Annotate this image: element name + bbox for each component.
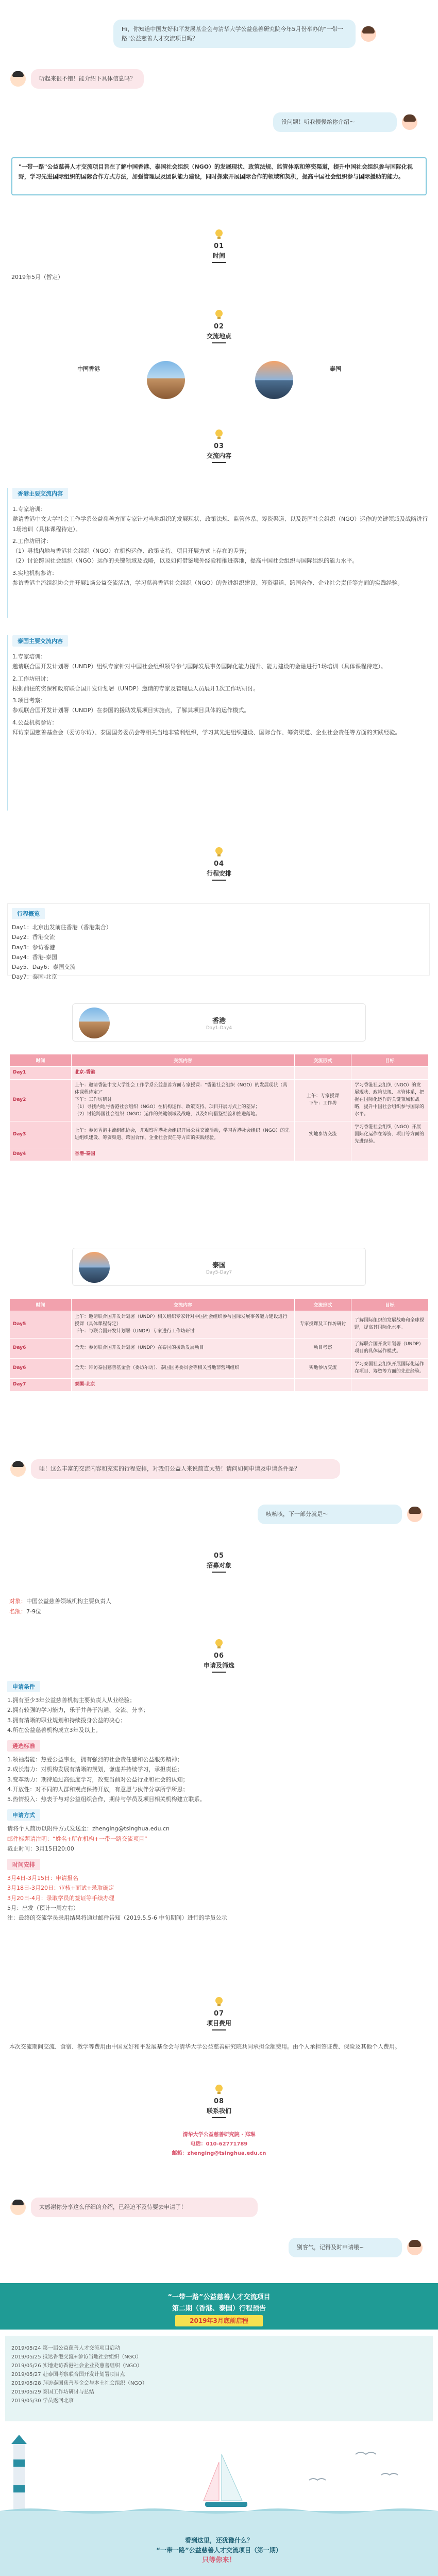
table-cell-form: 专家授课及工作坊研讨 xyxy=(295,1311,351,1339)
table-row xyxy=(10,1358,429,1378)
th-content-list xyxy=(12,652,430,737)
selection-criteria-item: 3.变革动力：期待通过高强度学习，改变当前对公益行业和社会的认知； xyxy=(7,1776,189,1783)
boy-avatar xyxy=(10,2200,26,2215)
schedule-item: Day3：参访香港 xyxy=(12,944,55,951)
section-contact-header xyxy=(0,2083,438,2118)
th-city-name: 泰国 xyxy=(212,1262,226,1269)
apply-method-item: 请将个人简历以附件方式发送至：zhenging@tsinghua.edu.cn xyxy=(7,1825,170,1832)
past-schedule-item: 2019/05/28 拜访泰国慈善基金会与本土社会组织（NGO） xyxy=(11,2381,147,2386)
selection-criteria-item: 4.开放性：对不同的人群和观点保持开放，有意愿与伙伴分享所学所思； xyxy=(7,1786,189,1793)
project-summary-text: "一带一路"公益慈善人才交流项目旨在了解中国香港、泰国社会组织（NGO）的发展现状、政策法规、监管体系和筹资渠道，提升中国社会组织参与国际化视野，学习先进国际组织的国际合作方式方法，加强管理层及团队能力建设，同时探索开展国际合作的领域和契机，提高中国社会组织参与国际援助的能力。 xyxy=(19,163,413,180)
section-schedule-header xyxy=(0,846,438,881)
section-divider xyxy=(212,342,226,343)
chat-bubble-question: 咳咳咳，下一部分就是～ xyxy=(258,1505,402,1524)
th-content-item: 根据前往的资深和政府联合国开发计划署（UNDP）邀请的专家及管理层人员展开1次工作坊研讨。 xyxy=(12,685,259,692)
timeline-item: 注：最终的交流学员录用结果将通过邮件告知（2019.5.5-6 中旬期间）进行的学员公示 xyxy=(7,1914,227,1921)
table-cell-day: Day7 xyxy=(10,1378,72,1391)
fee-text: 本次交流期间交流、食宿、教学等费用由中国友好和平发展基金会与清华大学公益慈善研究院共同承担全额费用。由个人承担签证费、保险及其他个人费用。 xyxy=(9,2043,400,2050)
hk-city-days: Day1-Day4 xyxy=(206,1026,232,1031)
table-cell-content: 上午：参访香港主流组织协会，并观察香港社会组织开展公益交流活动，学习香港社会组织（NGO）的先进组织建设、筹资渠道、跨国合作、企业社会责任等方面的实践经验。 xyxy=(72,1121,295,1148)
section-divider xyxy=(212,2117,226,2118)
hk-content-item: 3.实地机构参访： xyxy=(12,569,58,576)
th-content-item: 3.项目考察： xyxy=(12,697,46,704)
table-cell-content: 上午：邀请香港中文大学社会工作学系公益慈善方面专家授课：“香港社会组织（NGO）的发展现状（具体课程待定）” 下午：工作坊研讨 （1）寻找内地与香港社会组织（NGO）在机构运作、政策支持、项目开展方式上的差异； （2）讨论跨国社会组织（NGO）运作的关键领域及战略，以及如何借鉴经验和推进落地。 xyxy=(72,1079,295,1121)
schedule-item: Day4：香港-泰国 xyxy=(12,953,57,961)
table-cell-form xyxy=(295,1378,351,1391)
selection-criteria-tag: 遴选标准 xyxy=(7,1740,40,1752)
contact-tel: 电话：010-62771789 xyxy=(190,2141,248,2147)
table-header-row xyxy=(10,1299,429,1311)
chat-bubble-answer: 太感谢你分享这么仔细的介绍，已经迫不及待要去申请了！ xyxy=(31,2198,258,2217)
time-text: 2019年5月（暂定） xyxy=(11,274,63,280)
section-number: 07 xyxy=(213,2010,225,2018)
past-schedule-item: 2019/05/26 实地走访香港社会企业及慈善组织（NGO） xyxy=(11,2363,142,2369)
section-divider xyxy=(212,1672,226,1673)
table-cell-day: Day1 xyxy=(10,1067,72,1080)
apply-method-tag: 申请方式 xyxy=(7,1809,40,1821)
section-title: 联系我们 xyxy=(206,2107,231,2115)
table-cell-day: Day6 xyxy=(10,1358,72,1378)
banner-line-1: “一带一路”公益慈善人才交流项目 xyxy=(167,2293,271,2301)
table-cell-form: 实地参访交流 xyxy=(295,1358,351,1378)
past-schedule-item: 2019/05/30 学员返回北京 xyxy=(11,2398,74,2404)
chat-bubble-question: 没问题！听我慢慢给你介绍～ xyxy=(273,112,397,132)
chat-row-q2 xyxy=(273,112,417,132)
schedule-overview xyxy=(7,903,430,981)
table-cell-target: 学习香港社会组织（NGO）开展国际化运作在筹资、项目等方面的先进经验。 xyxy=(351,1121,429,1148)
past-schedule-item: 2019/05/27 赴泰国考察联合国开发计划署项目点 xyxy=(11,2372,125,2377)
table-cell-content: 全天：参访联合国开发计划署（UNDP）在泰国的援助发展项目 xyxy=(72,1338,295,1358)
table-cell-target: 了解联合国开发计划署（UNDP）项目的具体运作模式。 xyxy=(351,1338,429,1358)
lightbulb-icon xyxy=(213,308,225,321)
preview-banner xyxy=(0,2283,438,2330)
chat-row-q4 xyxy=(10,2198,258,2217)
table-cell-content: 香港-泰国 xyxy=(72,1148,295,1161)
apply-method-item: 邮件标题请注明：“姓名+所在机构+一带一路交流项目” xyxy=(7,1835,147,1842)
girl-avatar xyxy=(402,114,417,130)
selection-criteria-list xyxy=(7,1755,430,1804)
timeline-item: 3月4日-3月15日：申请报名 xyxy=(7,1875,78,1881)
selection-criteria-item: 2.成长潜力：对机构发展有清晰的规划，谦虚并持续学习，承担责任； xyxy=(7,1766,183,1773)
chat-bubble-question: Hi，你知道中国友好和平发展基金会与清华大学公益慈善研究院今年5月份举办的"一带一路"公益慈善人才交流项目吗？ xyxy=(113,20,356,48)
recruit-target-value: 中国公益慈善领域机构主要负责人 xyxy=(26,1598,111,1605)
table-cell-form: 项目考察 xyxy=(295,1338,351,1358)
footer-prompt-line-1: 看到这里，还犹豫什么？ xyxy=(184,2537,253,2544)
section-number: 03 xyxy=(213,442,225,450)
boy-avatar xyxy=(10,1461,26,1477)
schedule-item: Day1：北京出发前往香港（香港集合） xyxy=(12,924,112,931)
table-row xyxy=(10,1067,429,1080)
thailand-photo xyxy=(255,361,293,399)
selection-criteria-item: 5.热情投入：热衷于与对公益组织合作，期待与学员及项目相关机构建立联系。 xyxy=(7,1796,206,1803)
lightbulb-icon xyxy=(213,846,225,858)
past-schedule-item: 2019/05/24 第一届公益慈善人才交流项目启动 xyxy=(11,2346,120,2351)
lightbulb-icon xyxy=(213,2083,225,2095)
th-content-block xyxy=(7,635,430,811)
apply-condition-tag: 申请条件 xyxy=(7,1681,40,1692)
section-number: 06 xyxy=(213,1652,225,1660)
lightbulb-icon xyxy=(213,1995,225,2008)
chat-row-a3 xyxy=(258,1505,423,1524)
table-header: 交流内容 xyxy=(72,1054,295,1067)
table-header-row xyxy=(10,1054,429,1067)
chat-row-a1 xyxy=(10,69,144,89)
schedule-tag: 行程概览 xyxy=(12,908,45,919)
hongkong-photo xyxy=(147,361,185,399)
sailboat-icon xyxy=(222,2454,242,2501)
table-cell-content: 北京-香港 xyxy=(72,1067,295,1080)
table-row xyxy=(10,1148,429,1161)
timeline-item: 5月：出发（预计一周左右） xyxy=(7,1904,79,1911)
hk-content-block xyxy=(7,488,430,618)
footer-prompt-line-2: “一带一路”公益慈善人才交流项目（第一期） xyxy=(156,2547,282,2554)
table-cell-day: Day5 xyxy=(10,1311,72,1339)
table-cell-day: Day2 xyxy=(10,1079,72,1121)
th-content-tag: 泰国主要交流内容 xyxy=(12,635,68,647)
lightbulb-icon xyxy=(213,228,225,240)
banner-line-2: 第二期（香港、泰国）行程预告 xyxy=(172,2305,266,2313)
apply-condition-item: 1.拥有至少3年公益慈善机构主要负责人从业经验； xyxy=(7,1697,136,1704)
table-cell-day: Day6 xyxy=(10,1338,72,1358)
project-summary-box xyxy=(11,157,427,195)
table-row xyxy=(10,1121,429,1148)
hk-content-tag: 香港主要交流内容 xyxy=(12,488,68,499)
table-cell-content: 泰国-北京 xyxy=(72,1378,295,1391)
place-hongkong-label: 中国香港 xyxy=(77,366,100,372)
section-recruit-header xyxy=(0,1552,438,1573)
th-content-item: 邀请联合国开发计划署（UNDP）组织专家针对中国社会组织领导参与国际发展事务国际化能力提升、能力建设的金融进行1场培训（具体课程待定）。 xyxy=(12,663,386,670)
table-row xyxy=(10,1338,429,1358)
th-city-days: Day5-Day7 xyxy=(206,1270,232,1275)
schedule-list xyxy=(12,922,425,982)
table-cell-day: Day4 xyxy=(10,1148,72,1161)
table-cell-form xyxy=(295,1148,351,1161)
timeline-item: 3月18日-3月20日：审核+面试+录取确定 xyxy=(7,1885,114,1892)
hk-content-item: 2.工作坊研讨： xyxy=(12,537,52,544)
section-content-header xyxy=(0,428,438,463)
table-cell-content: 全天：拜访泰国慈善基金会（委访尔访）、泰国国务委员会等相关当地非营利组织 xyxy=(72,1358,295,1378)
footer-prompt xyxy=(0,2536,438,2566)
timeline-tag: 时间安排 xyxy=(7,1859,40,1870)
hk-itinerary-table xyxy=(9,1054,429,1161)
recruit-line-quota xyxy=(9,1607,41,1616)
hk-content-list xyxy=(12,504,430,588)
seagull-icon xyxy=(356,2452,376,2454)
table-cell-target: 学习泰国社会组织开展国际化运作在项目、筹资等方面的先进经验。 xyxy=(351,1358,429,1378)
table-cell-form: 实地参访交流 xyxy=(295,1121,351,1148)
th-itinerary-table xyxy=(9,1298,429,1392)
hk-city-name: 香港 xyxy=(212,1017,226,1025)
apply-block xyxy=(7,1681,430,1923)
past-schedule-item: 2019/05/25 抵达香港交流+参访当地社会组织（NGO） xyxy=(11,2354,142,2360)
section-fee-header xyxy=(0,1995,438,2030)
chat-bubble-question: 别客气，记得及时申请哦~ xyxy=(289,2238,402,2257)
apply-condition-item: 3.拥有清晰的职业规划和持续投身公益的决心； xyxy=(7,1716,126,1724)
section-divider xyxy=(212,262,226,263)
table-cell-day: Day3 xyxy=(10,1121,72,1148)
lightbulb-icon xyxy=(213,1638,225,1650)
girl-avatar xyxy=(361,26,376,42)
th-content-item: 1.专家培训： xyxy=(12,653,46,660)
table-cell-content: 上午：邀请联合国开发计划署（UNDP）相关组织专家针对中国社会组织参与国际发展事务能力建设进行授课（具体课程待定） 下午：与联合国开发计划署（UNDP）专家进行工作坊研讨 xyxy=(72,1311,295,1339)
table-cell-target: 了解国际组织的发展战略和全球视野，提高其国际化水平。 xyxy=(351,1311,429,1339)
th-content-item: 2.工作坊研讨： xyxy=(12,675,52,682)
chat-bubble-answer: 哇！这么丰富的交流内容和充实的行程安排，对我们公益人来说简直太赞！请问如何申请及申请条件是？ xyxy=(31,1459,340,1479)
banner-line-3: 2019年3月底前启程 xyxy=(175,2315,263,2326)
schedule-item: Day5、Day6：泰国交流 xyxy=(12,964,76,970)
hk-content-item: 参访香港主流组织协会并开展1场公益交流活动，学习慈善香港社会组织（NGO）的先进组织建设、筹资渠道、跨国合作、企业社会责任等方面的实践经验。 xyxy=(12,579,403,586)
table-cell-target xyxy=(351,1067,429,1080)
hk-city-card xyxy=(72,1003,366,1042)
girl-avatar xyxy=(407,2240,423,2255)
section-divider xyxy=(212,462,226,463)
th-city-card xyxy=(72,1248,366,1286)
hk-content-item: （1）寻找内地与香港社会组织（NGO）在机构运作、政策支持、项目开展方式上存在的差异； xyxy=(12,548,250,554)
boy-avatar xyxy=(10,71,26,87)
table-row xyxy=(10,1378,429,1391)
place-thailand-label: 泰国 xyxy=(330,366,341,372)
chat-row-q1 xyxy=(113,20,376,48)
past-schedule-item: 2019/05/29 泰国工作坊研讨与总结 xyxy=(11,2389,94,2395)
apply-method-item: 截止时间：3月15日20:00 xyxy=(7,1845,74,1852)
th-content-item: 4.公益机构参访： xyxy=(12,719,58,726)
schedule-item: Day2：香港交流 xyxy=(12,934,55,941)
recruit-quota-value: 7-9位 xyxy=(26,1608,41,1615)
section-title: 交流地点 xyxy=(206,333,231,340)
chat-row-q3 xyxy=(10,1459,340,1479)
apply-condition-list xyxy=(7,1695,430,1735)
th-content-item: 拜访泰国慈善基金会（委访尔访）、泰国国务委员会等相关当地非营利组织，学习其先进组织建设、国际合作、筹资渠道、企业社会责任等方面的实践经验。 xyxy=(12,729,401,736)
section-title: 交流内容 xyxy=(206,452,231,459)
footer-prompt-line-3: 只等你来！ xyxy=(202,2556,236,2565)
table-header: 目标 xyxy=(351,1299,429,1311)
table-row xyxy=(10,1311,429,1339)
hk-content-item: （2）讨论跨国社会组织（NGO）运作的关键领域及战略，以及如何借鉴境外经验和推进落地，提高中国社会组织与国际组织的能力水平。 xyxy=(12,557,358,565)
table-cell-form: 上午：专家授课 下午：工作坊 xyxy=(295,1079,351,1121)
chat-bubble-answer: 听起来很不错！能介绍下具体信息吗？ xyxy=(31,69,144,89)
apply-condition-item: 4.所在公益慈善机构成立3年及以上。 xyxy=(7,1726,102,1733)
table-header: 时间 xyxy=(10,1299,72,1311)
chat-row-a4 xyxy=(289,2238,423,2257)
seagull-icon xyxy=(381,2473,398,2475)
table-cell-form xyxy=(295,1067,351,1080)
section-place-header xyxy=(0,308,438,343)
table-cell-target xyxy=(351,1378,429,1391)
timeline-item: 3月20日-4月：录取学员的签证等手续办理 xyxy=(7,1894,114,1902)
table-header: 时间 xyxy=(10,1054,72,1067)
table-row xyxy=(10,1079,429,1121)
schedule-item: Day7：泰国-北京 xyxy=(12,973,57,981)
hk-content-item: 邀请香港中文大学社会工作学系公益慈善方面专家针对当地组织的发展现状、政策法规、监管体系、筹资渠道、以及跨国社会组织（NGO）运作的关键领域及战略进行1场培训（具体课程待定）。 xyxy=(12,516,428,533)
section-title: 时间 xyxy=(212,252,225,259)
recruit-quota-label: 名额： xyxy=(9,1608,26,1615)
recruit-line-target xyxy=(9,1596,111,1606)
past-schedule-list xyxy=(5,2336,433,2421)
girl-avatar xyxy=(407,1507,423,1522)
section-number: 08 xyxy=(213,2098,225,2105)
selection-criteria-item: 1.领袖潜能：热爱公益事业，拥有强烈的社会责任感和公益服务精神； xyxy=(7,1756,183,1763)
section-title: 招募对象 xyxy=(206,1562,231,1569)
section-time-header xyxy=(0,228,438,263)
hk-content-item: 1.专家培训： xyxy=(12,506,46,513)
section-number: 01 xyxy=(213,242,225,250)
contact-mail[interactable]: 邮箱：zhenging@tsinghua.edu.cn xyxy=(172,2151,266,2156)
contact-org: 清华大学公益慈善研究院 · 郑琳 xyxy=(182,2132,256,2138)
recruit-target-label: 对象： xyxy=(9,1598,26,1605)
section-divider xyxy=(212,1572,226,1573)
contact-info xyxy=(0,2131,438,2158)
section-title: 申请及筛选 xyxy=(203,1662,234,1669)
section-apply-header xyxy=(0,1638,438,1673)
table-cell-target: 学习香港社会组织（NGO）的发展现状、政策法规、监管体系，把握在国际化运作的关键领域和战略，提升中国社会组织参与国际的水平。 xyxy=(351,1079,429,1121)
section-number: 02 xyxy=(213,323,225,331)
table-cell-target xyxy=(351,1148,429,1161)
apply-condition-item: 2.拥有较强的学习能力，乐于并善于沟通、交流、分享； xyxy=(7,1707,149,1714)
th-content-item: 参观联合国开发计划署（UNDP）在泰国的援助发展项目实施点，了解其项目具体的运作模式。 xyxy=(12,707,250,714)
table-header: 目标 xyxy=(351,1054,429,1067)
table-header: 交流形式 xyxy=(295,1054,351,1067)
section-title: 行程安排 xyxy=(206,870,231,877)
section-number: 05 xyxy=(213,1552,225,1560)
section-number: 04 xyxy=(213,860,225,868)
table-header: 交流内容 xyxy=(72,1299,295,1311)
table-header: 交流形式 xyxy=(295,1299,351,1311)
timeline-list xyxy=(7,1873,430,1923)
section-divider xyxy=(212,880,226,881)
section-divider xyxy=(212,2029,226,2030)
apply-method-list xyxy=(7,1824,430,1854)
seagull-icon xyxy=(309,2479,326,2480)
section-title: 项目费用 xyxy=(206,2020,231,2027)
lightbulb-icon xyxy=(213,428,225,440)
